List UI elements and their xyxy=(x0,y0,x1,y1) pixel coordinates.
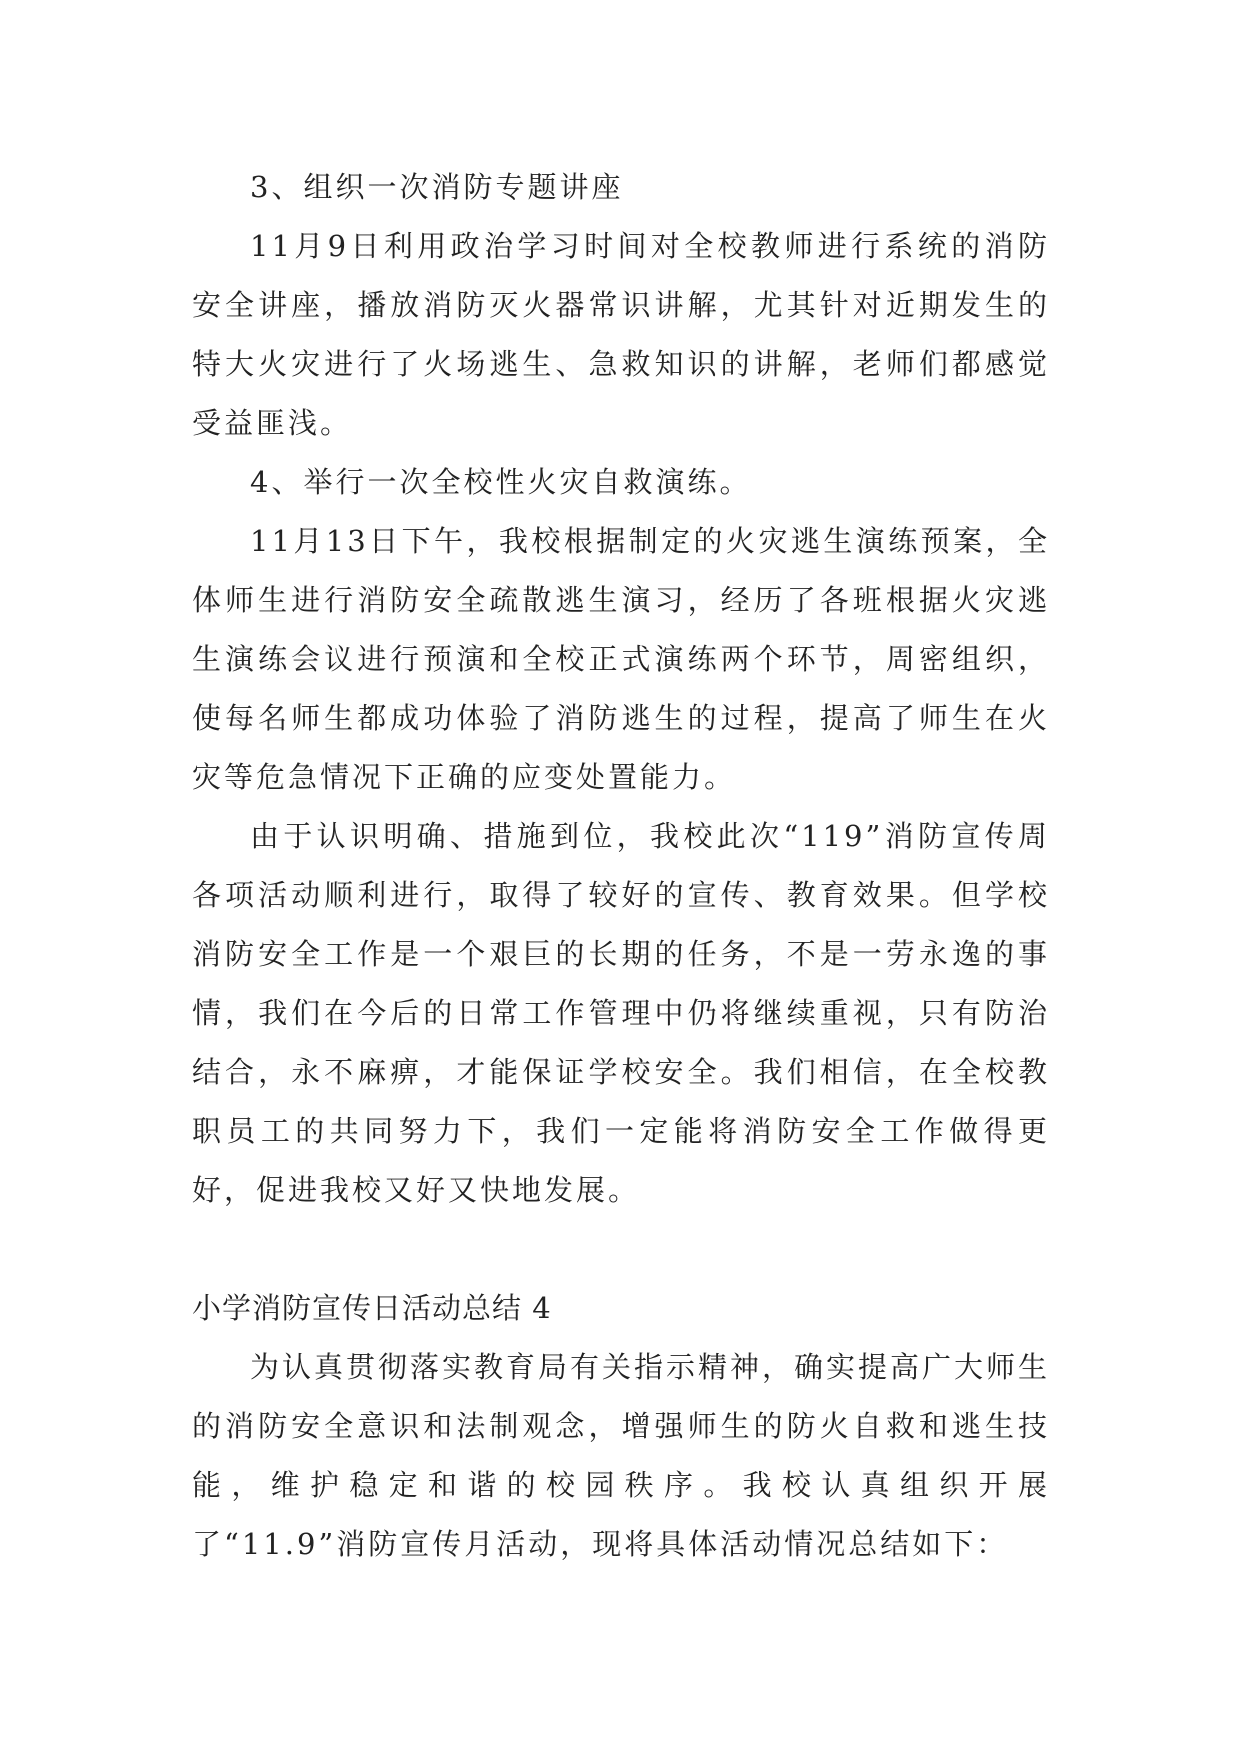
item4-paragraph: 11月13日下午，我校根据制定的火灾逃生演练预案，全体师生进行消防安全疏散逃生演习，经历了各班根据火灾逃生演练会议进行预演和全校正式演练两个环节，周密组织，使每名师生都成功体验了消防逃生的过程，提高了师生在火灾等危急情况下正确的应变处置能力。 xyxy=(192,524,1050,794)
conclusion-paragraph: 由于认识明确、措施到位，我校此次“119”消防宣传周各项活动顺利进行，取得了较好的宣传、教育效果。但学校消防安全工作是一个艰巨的长期的任务，不是一劳永逸的事情，我们在今后的日常工作管理中仍将继续重视，只有防治结合，永不麻痹，才能保证学校安全。我们相信，在全校教职员工的共同努力下，我们一定能将消防安全工作做得更好，促进我校又好又快地发展。 xyxy=(192,819,1050,1207)
section-title: 小学消防宣传日活动总结 4 xyxy=(192,1291,552,1325)
section-intro-paragraph: 为认真贯彻落实教育局有关指示精神，确实提高广大师生的消防安全意识和法制观念，增强师生的防火自救和逃生技能，维护稳定和谐的校园秩序。我校认真组织开展了“11.9”消防宣传月活动，现将具体活动情况总结如下： xyxy=(192,1350,1051,1561)
item3-paragraph: 11月9日利用政治学习时间对全校教师进行系统的消防安全讲座，播放消防灭火器常识讲解，尤其针对近期发生的特大火灾进行了火场逃生、急救知识的讲解，老师们都感觉受益匪浅。 xyxy=(192,229,1050,440)
item3-heading: 3、组织一次消防专题讲座 xyxy=(250,170,624,204)
item4-heading: 4、举行一次全校性火灾自救演练。 xyxy=(250,465,752,499)
document-body xyxy=(192,158,1050,1574)
